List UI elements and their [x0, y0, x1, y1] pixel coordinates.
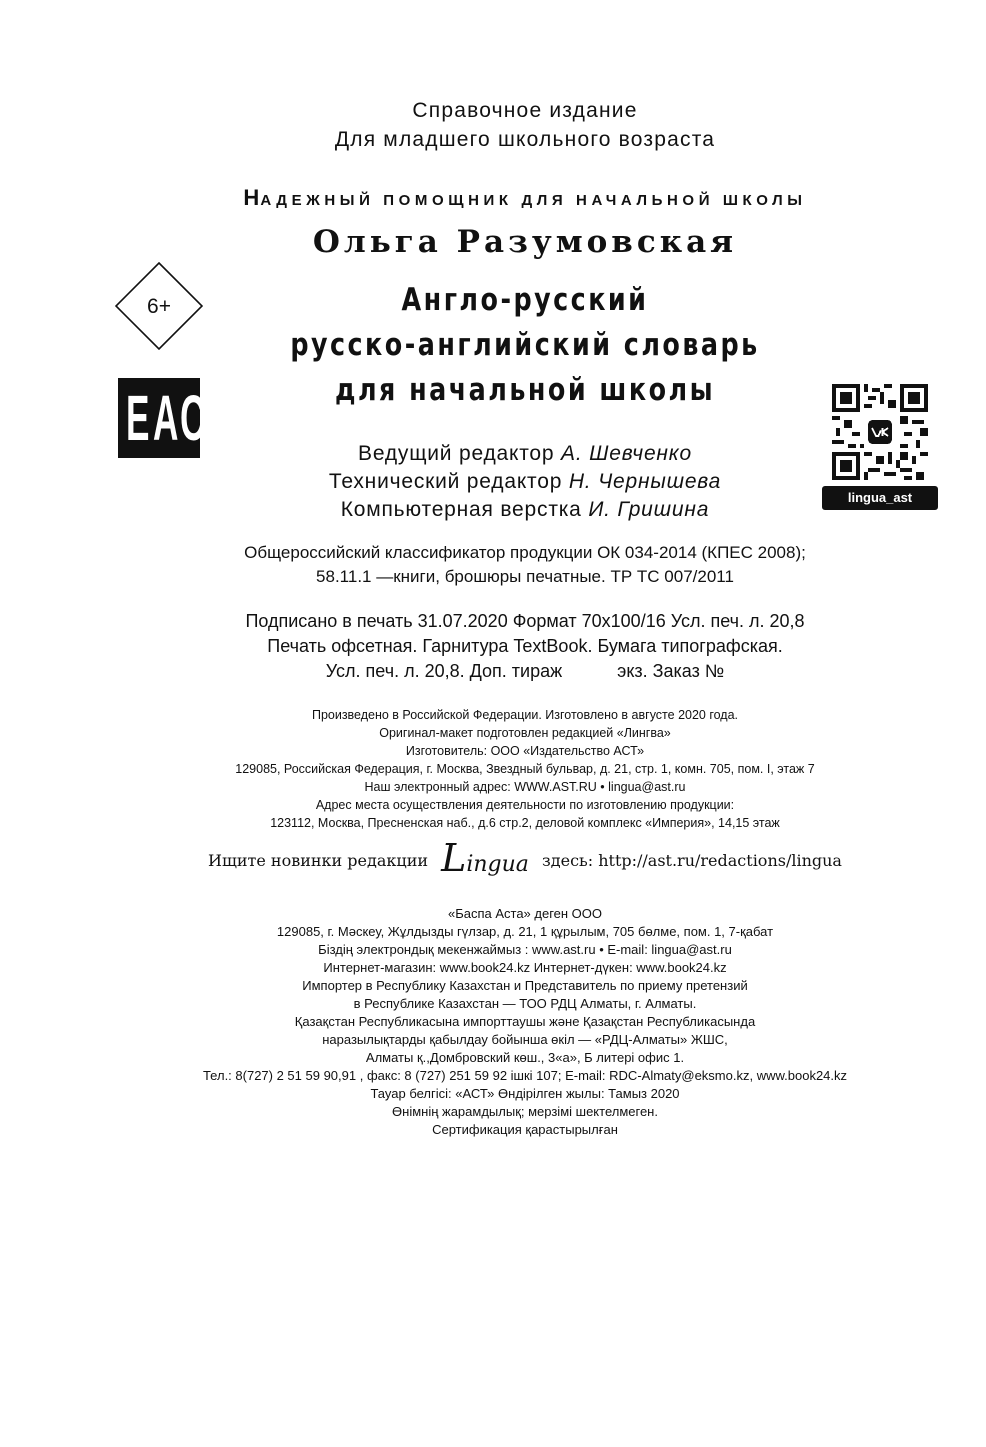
eac-letter: C [179, 382, 206, 454]
series-title [0, 185, 986, 211]
production-line: 129085, Российская Федерация, г. Москва, Звездный бульвар, д. 21, стр. 1, комн. 705, пом. I, этаж 7 [235, 762, 815, 776]
staff-role: Ведущий редактор [358, 442, 555, 465]
staff-line [0, 440, 986, 468]
kz-line: Тауар белгісі: «АСТ» Өндірілген жылы: Тамыз 2020 [370, 1086, 680, 1101]
print-details [0, 609, 986, 684]
classifier-line: 58.11.1 —книги, брошюры печатные. ТР ТС 007/2011 [316, 567, 734, 586]
staff-name: А. Шевченко [561, 442, 692, 465]
staff-name: Н. Чернышева [568, 470, 722, 493]
staff-name: И. Гришина [588, 498, 710, 521]
edition-type-line: Справочное издание [412, 99, 638, 122]
staff-role: Компьютерная верстка [340, 498, 582, 521]
kz-line: Импортер в Республику Казахстан и Представитель по приему претензий [302, 978, 748, 993]
book-title [95, 278, 956, 413]
lingua-promo-line [0, 836, 986, 883]
age-group-line: Для младшего школьного возраста [334, 128, 716, 151]
print-line: Печать офсетная. Гарнитура TextBook. Бумага типографская. [267, 636, 783, 656]
lingua-promo-before: Ищите новинки редакции [208, 851, 429, 870]
production-line: 123112, Москва, Пресненская наб., д.6 стр.2, деловой комплекс «Империя», 14,15 этаж [270, 816, 780, 830]
production-line: Наш электронный адрес: WWW.AST.RU • lingua@ast.ru [364, 780, 686, 794]
production-line: Произведено в Российской Федерации. Изготовлено в августе 2020 года. [311, 708, 739, 722]
lingua-logo-rest: ingua [466, 852, 529, 877]
classifier-line: Общероссийский классификатор продукции ОК 034-2014 (КПЕС 2008); [244, 543, 806, 562]
staff-line [0, 468, 986, 496]
kz-line: Алматы қ.,Домбровский көш., 3«а», Б литері офис 1. [365, 1050, 685, 1065]
author-name: Ольга Разумовская [312, 224, 738, 260]
kz-line: 129085, г. Мәскеу, Жұлдызды гүлзар, д. 21, 1 құрылым, 705 бөлме, пом. 1, 7-қабат [276, 924, 774, 939]
age-rating-text: 6+ [147, 295, 171, 318]
staff-line [0, 496, 986, 524]
eac-letter: E [125, 382, 150, 454]
diamond-icon [115, 262, 203, 350]
kz-line: Тел.: 8(727) 2 51 59 90,91 , факс: 8 (727) 251 59 92 ішкі 107; E-mail: RDC-Almaty@eksmo.kz, www.book24.kz [202, 1068, 848, 1083]
print-line: Подписано в печать 31.07.2020 Формат 70x100/16 Усл. печ. л. 20,8 [245, 611, 805, 631]
kazakhstan-info [0, 905, 986, 1139]
title-line: Англо-русский [401, 282, 649, 318]
lingua-logo-icon [441, 836, 529, 883]
kz-line: Сертификация қарастырылған [432, 1122, 618, 1137]
lingua-promo-after: здесь: http://ast.ru/redactions/lingua [542, 851, 842, 870]
kz-line: Өнімнің жарамдылық; мерзімі шектелмеген. [392, 1104, 658, 1119]
kz-line: Интернет-магазин: www.book24.kz Интернет-дүкен: www.book24.kz [323, 960, 727, 975]
kz-line: Біздің электрондық мекенжаймыз : www.ast.ru • E-mail: lingua@ast.ru [318, 942, 732, 957]
production-line: Оригинал-макет подготовлен редакцией «Лингва» [379, 726, 671, 740]
production-line: Изготовитель: ООО «Издательство АСТ» [405, 744, 645, 758]
product-classifier [0, 541, 986, 589]
series-rest: АДЕЖНЫЙ ПОМОЩНИК ДЛЯ НАЧАЛЬНОЙ ШКОЛЫ [260, 192, 807, 209]
kz-line: в Республике Казахстан — ТОО РДЦ Алматы, г. Алматы. [353, 996, 697, 1011]
lingua-logo-initial: L [441, 836, 467, 880]
print-line: Усл. печ. л. 20,8. Доп. тираж экз. Заказ № [325, 661, 725, 681]
kz-line: Қазақстан Республикасына импорттаушы және Қазақстан Республикасында [294, 1014, 756, 1029]
editorial-staff [0, 440, 986, 524]
production-info [0, 706, 986, 832]
eac-letter: A [152, 382, 179, 454]
title-line: русско-английский словарь [290, 327, 760, 363]
production-line: Адрес места осуществления деятельности по изготовлению продукции: [315, 798, 735, 812]
kz-line: наразылықтарды қабылдау бойынша өкіл — «РДЦ-Алматы» ЖШС, [322, 1032, 728, 1047]
qr-label: lingua_ast [822, 486, 938, 510]
age-rating-badge [115, 262, 203, 350]
staff-role: Технический редактор [328, 470, 563, 493]
kz-line: «Баспа Аста» деген ООО [447, 906, 603, 921]
title-line: для начальной школы [334, 372, 716, 408]
series-initial: Н [243, 185, 261, 210]
edition-type [0, 96, 986, 154]
